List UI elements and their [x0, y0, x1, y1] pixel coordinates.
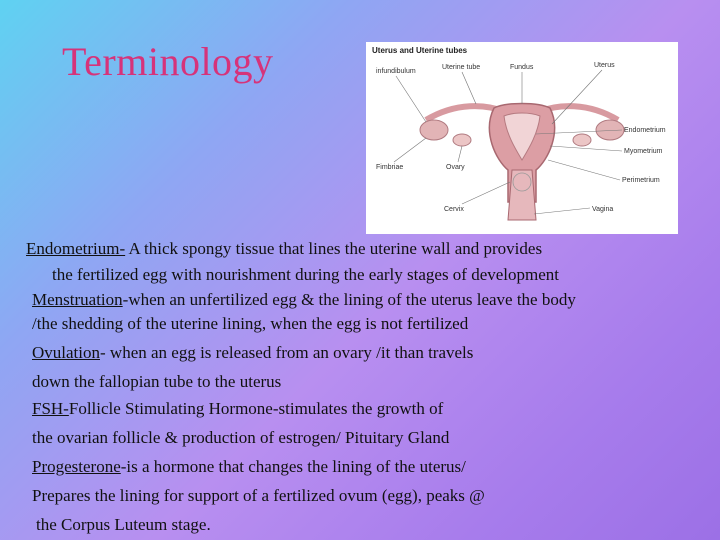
ovulation-definition-2: down the fallopian tube to the uterus: [32, 372, 282, 391]
endometrium-definition-2: the fertilized egg with nourishment during the early stages of development: [52, 265, 560, 284]
progesterone-definition-3: the Corpus Luteum stage.: [36, 515, 211, 534]
term-progesterone: Progesterone: [32, 457, 121, 476]
progesterone-definition-2: Prepares the lining for support of a fertilized ovum (egg), peaks @: [32, 486, 485, 505]
label-ovary: Ovary: [446, 164, 465, 171]
menstruation-definition-2: /the shedding of the uterine lining, when the egg is not fertilized: [32, 314, 469, 333]
page-title: Terminology: [62, 39, 274, 84]
label-uterus: Uterus: [594, 62, 615, 69]
label-perimetrium: Perimetrium: [622, 177, 660, 184]
term-endometrium: Endometrium-: [26, 239, 126, 258]
menstruation-line-1: [32, 290, 576, 310]
label-infundibulum: infundibulum: [376, 68, 416, 75]
menstruation-definition-1: -when an unfertilized egg & the lining of the uterus leave the body: [122, 290, 576, 309]
label-cervix: Cervix: [444, 206, 464, 213]
label-endometrium: Endometrium: [624, 127, 666, 134]
label-fundus: Fundus: [510, 64, 534, 71]
term-fsh: FSH-: [32, 399, 69, 418]
endometrium-definition-1: A thick spongy tissue that lines the uterine wall and provides: [125, 239, 543, 258]
fsh-definition-1: Follicle Stimulating Hormone-stimulates the growth of: [68, 399, 444, 418]
label-uterine-tube: Uterine tube: [442, 64, 481, 71]
label-vagina: Vagina: [592, 206, 614, 213]
label-fimbriae: Fimbriae: [376, 164, 404, 171]
ovulation-definition-1: - when an egg is released from an ovary /it than travels: [100, 343, 474, 362]
progesterone-line-1: [32, 457, 466, 477]
diagram-title: Uterus and Uterine tubes: [372, 46, 468, 55]
progesterone-definition-1: -is a hormone that changes the lining of the uterus/: [120, 457, 466, 476]
label-myometrium: Myometrium: [624, 148, 663, 155]
ovulation-line-1: [32, 343, 473, 363]
fsh-line-1: [32, 399, 443, 419]
term-ovulation: Ovulation: [32, 343, 100, 362]
endometrium-line-1: [26, 239, 542, 259]
term-menstruation: Menstruation: [32, 290, 123, 309]
fsh-definition-2: the ovarian follicle & production of estrogen/ Pituitary Gland: [32, 428, 450, 447]
